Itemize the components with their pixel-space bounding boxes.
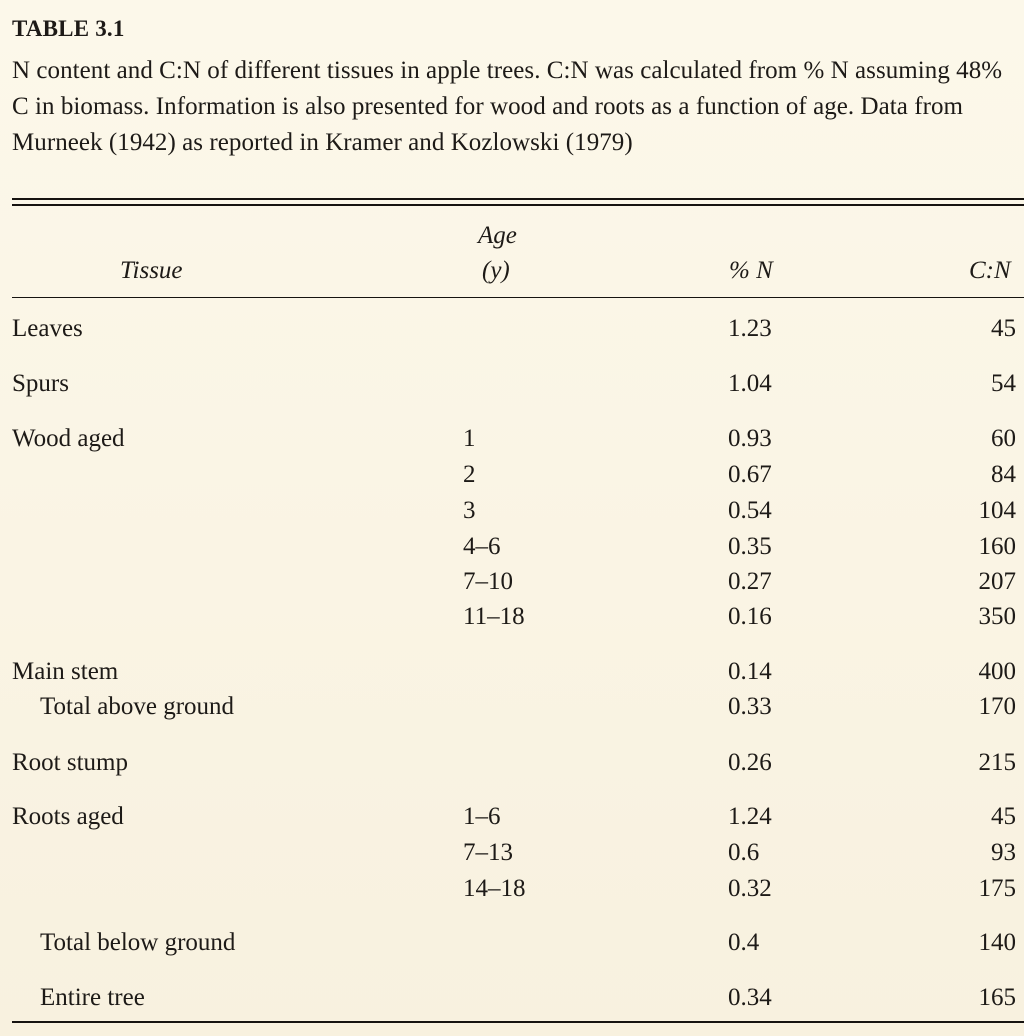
column-header-age: Age	[478, 222, 517, 249]
table-cell-c-n: 45	[991, 315, 1016, 342]
table-cell-tissue: Entire tree	[40, 984, 145, 1011]
table-cell-percent-n: 0.16	[728, 603, 772, 630]
table-caption: N content and C:N of different tissues in apple trees. C:N was calculated from % N assuming 48% C in biomass. Information is also presented for wood and roots as a function of age. Data from Murneek (1942) as reported in Kramer and Kozlowski (1979)	[12, 57, 1003, 156]
table-cell-c-n: 400	[978, 658, 1016, 685]
table-cell-tissue: Leaves	[12, 315, 83, 342]
table-cell-percent-n: 0.32	[728, 875, 772, 902]
table-cell-percent-n: 1.04	[728, 370, 772, 397]
table-cell-tissue: Root stump	[12, 749, 128, 776]
column-header-age-unit: (y)	[482, 257, 510, 284]
table-cell-tissue: Wood aged	[12, 425, 125, 452]
column-header-tissue: Tissue	[120, 257, 183, 284]
table-cell-percent-n: 1.24	[728, 803, 772, 830]
table-cell-c-n: 207	[978, 568, 1016, 595]
table-cell-percent-n: 0.33	[728, 693, 772, 720]
table-title: TABLE 3.1	[12, 16, 125, 41]
table-cell-age: 7–10	[463, 568, 513, 595]
table-cell-c-n: 104	[978, 497, 1016, 524]
table-cell-c-n: 84	[991, 461, 1016, 488]
column-header-percent-n: % N	[729, 257, 773, 284]
table-cell-percent-n: 0.35	[728, 533, 772, 560]
table-cell-age: 7–13	[463, 839, 513, 866]
table-cell-c-n: 60	[991, 425, 1016, 452]
table-cell-percent-n: 0.93	[728, 425, 772, 452]
table-cell-age: 2	[463, 461, 476, 488]
table-cell-c-n: 350	[978, 603, 1016, 630]
table-cell-c-n: 140	[978, 929, 1016, 956]
table-cell-percent-n: 0.26	[728, 749, 772, 776]
table-cell-percent-n: 0.67	[728, 461, 772, 488]
table-cell-age: 1	[463, 425, 476, 452]
table-cell-percent-n: 0.4	[728, 929, 760, 956]
table-cell-c-n: 175	[978, 875, 1016, 902]
header-rule	[12, 297, 1024, 298]
table-cell-percent-n: 0.14	[728, 658, 772, 685]
table-cell-tissue: Roots aged	[12, 803, 124, 830]
table-cell-c-n: 54	[991, 370, 1016, 397]
table-cell-percent-n: 0.6	[728, 839, 760, 866]
table-cell-c-n: 165	[978, 984, 1016, 1011]
table-cell-c-n: 93	[991, 839, 1016, 866]
table-cell-age: 11–18	[463, 603, 525, 630]
top-double-rule-lower	[12, 204, 1024, 206]
top-double-rule-upper	[12, 198, 1024, 200]
table-cell-age: 1–6	[463, 803, 501, 830]
table-cell-c-n: 215	[978, 749, 1016, 776]
table-cell-tissue: Main stem	[12, 658, 119, 685]
table-cell-percent-n: 1.23	[728, 315, 772, 342]
table-cell-c-n: 45	[991, 803, 1016, 830]
table-cell-age: 14–18	[463, 875, 526, 902]
table-cell-percent-n: 0.54	[728, 497, 772, 524]
table-cell-age: 4–6	[463, 533, 501, 560]
bottom-rule	[12, 1021, 1024, 1023]
table-cell-percent-n: 0.34	[728, 984, 772, 1011]
table-cell-c-n: 160	[978, 533, 1016, 560]
table-cell-percent-n: 0.27	[728, 568, 772, 595]
table-cell-c-n: 170	[978, 693, 1016, 720]
table-cell-tissue: Total below ground	[40, 929, 236, 956]
column-header-c-n: C:N	[969, 257, 1011, 284]
table-cell-tissue: Spurs	[12, 370, 69, 397]
table-cell-age: 3	[463, 497, 476, 524]
table-cell-tissue: Total above ground	[40, 693, 235, 720]
